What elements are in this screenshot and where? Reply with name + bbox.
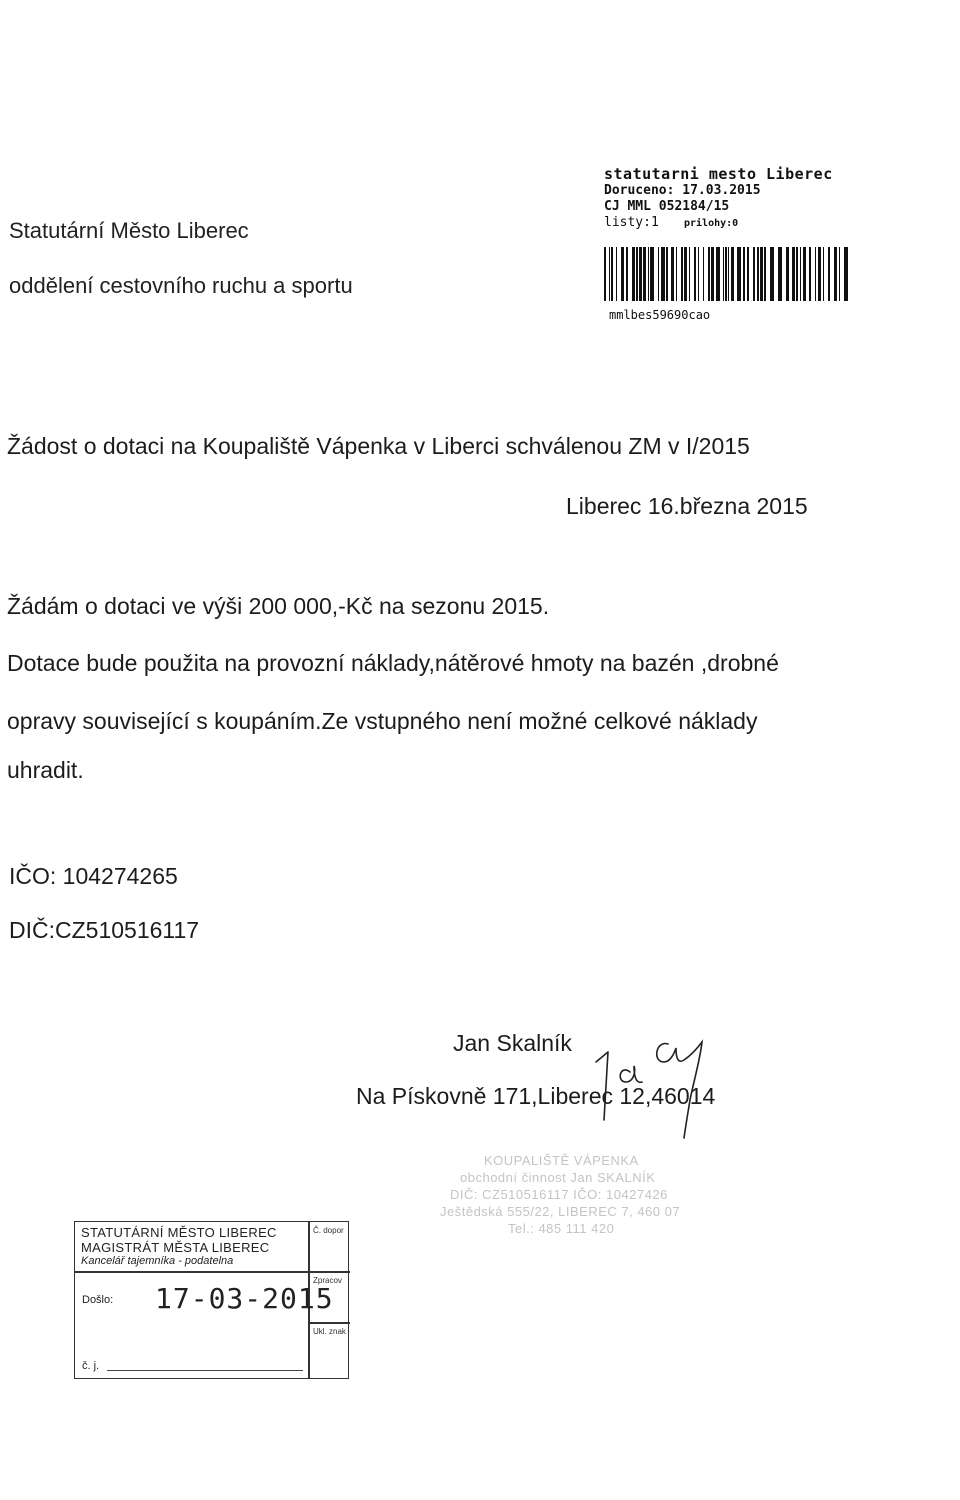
body-line-1: Dotace bude použita na provozní náklady,nátěrové hmoty na bazén ,drobné — [7, 650, 779, 676]
registry-stamp-title: statutarni mesto Liberec — [604, 165, 833, 183]
stamp-ukl-znak: Ukl. znak — [313, 1327, 346, 1336]
recipient-line-1: Statutární Město Liberec — [9, 218, 249, 243]
stamp-doslo-label: Došlo: — [82, 1294, 114, 1306]
company-stamp-line-1: KOUPALIŠTĚ VÁPENKA — [484, 1153, 639, 1168]
stamp-city: STATUTÁRNÍ MĚSTO LIBEREC — [81, 1225, 277, 1240]
stamp-date: 17-03-2015 — [155, 1282, 334, 1315]
signature — [590, 1020, 720, 1140]
company-stamp-line-3: DIČ: CZ510516117 IČO: 10427426 — [450, 1187, 668, 1202]
sender-name: Jan Skalník — [453, 1030, 572, 1056]
registry-reference: CJ MML 052184/15 — [604, 199, 730, 214]
barcode-id: mmlbes59690cao — [609, 308, 711, 322]
company-stamp-line-5: Tel.: 485 111 420 — [508, 1221, 615, 1236]
dic: DIČ:CZ510516117 — [9, 917, 200, 943]
podatelna-stamp — [74, 1221, 349, 1379]
stamp-cj-label: č. j. — [82, 1360, 100, 1372]
body-line-3: uhradit. — [7, 757, 84, 783]
recipient-line-2: oddělení cestovního ruchu a sportu — [9, 273, 353, 298]
place-date: Liberec 16.března 2015 — [566, 493, 808, 519]
company-stamp-line-2: obchodní činnost Jan SKALNÍK — [460, 1170, 656, 1185]
registry-received: Doruceno: 17.03.2015 — [604, 183, 761, 198]
barcode — [604, 247, 850, 301]
stamp-zpracov: Zpracov — [313, 1276, 342, 1285]
stamp-cdopor: Č. dopor — [313, 1226, 344, 1235]
stamp-office: Kancelář tajemníka - podatelna — [81, 1255, 234, 1267]
ico: IČO: 104274265 — [9, 863, 178, 889]
stamp-magistrate: MAGISTRÁT MĚSTA LIBEREC — [81, 1240, 270, 1255]
body-line-2: opravy související s koupáním.Ze vstupného není možné celkové náklady — [7, 708, 758, 734]
registry-attachments: prilohy:0 — [684, 218, 739, 229]
subject-line: Žádost o dotaci na Koupaliště Vápenka v Liberci schválenou ZM v I/2015 — [7, 433, 750, 459]
company-stamp-line-4: Ještědská 555/22, LIBEREC 7, 460 07 — [440, 1204, 681, 1219]
sender-address: Na Pískovně 171,Liberec 12,46014 — [356, 1083, 716, 1109]
request-line: Žádám o dotaci ve výši 200 000,-Kč na sezonu 2015. — [7, 593, 550, 619]
registry-sheets: listy:1 — [604, 215, 659, 230]
